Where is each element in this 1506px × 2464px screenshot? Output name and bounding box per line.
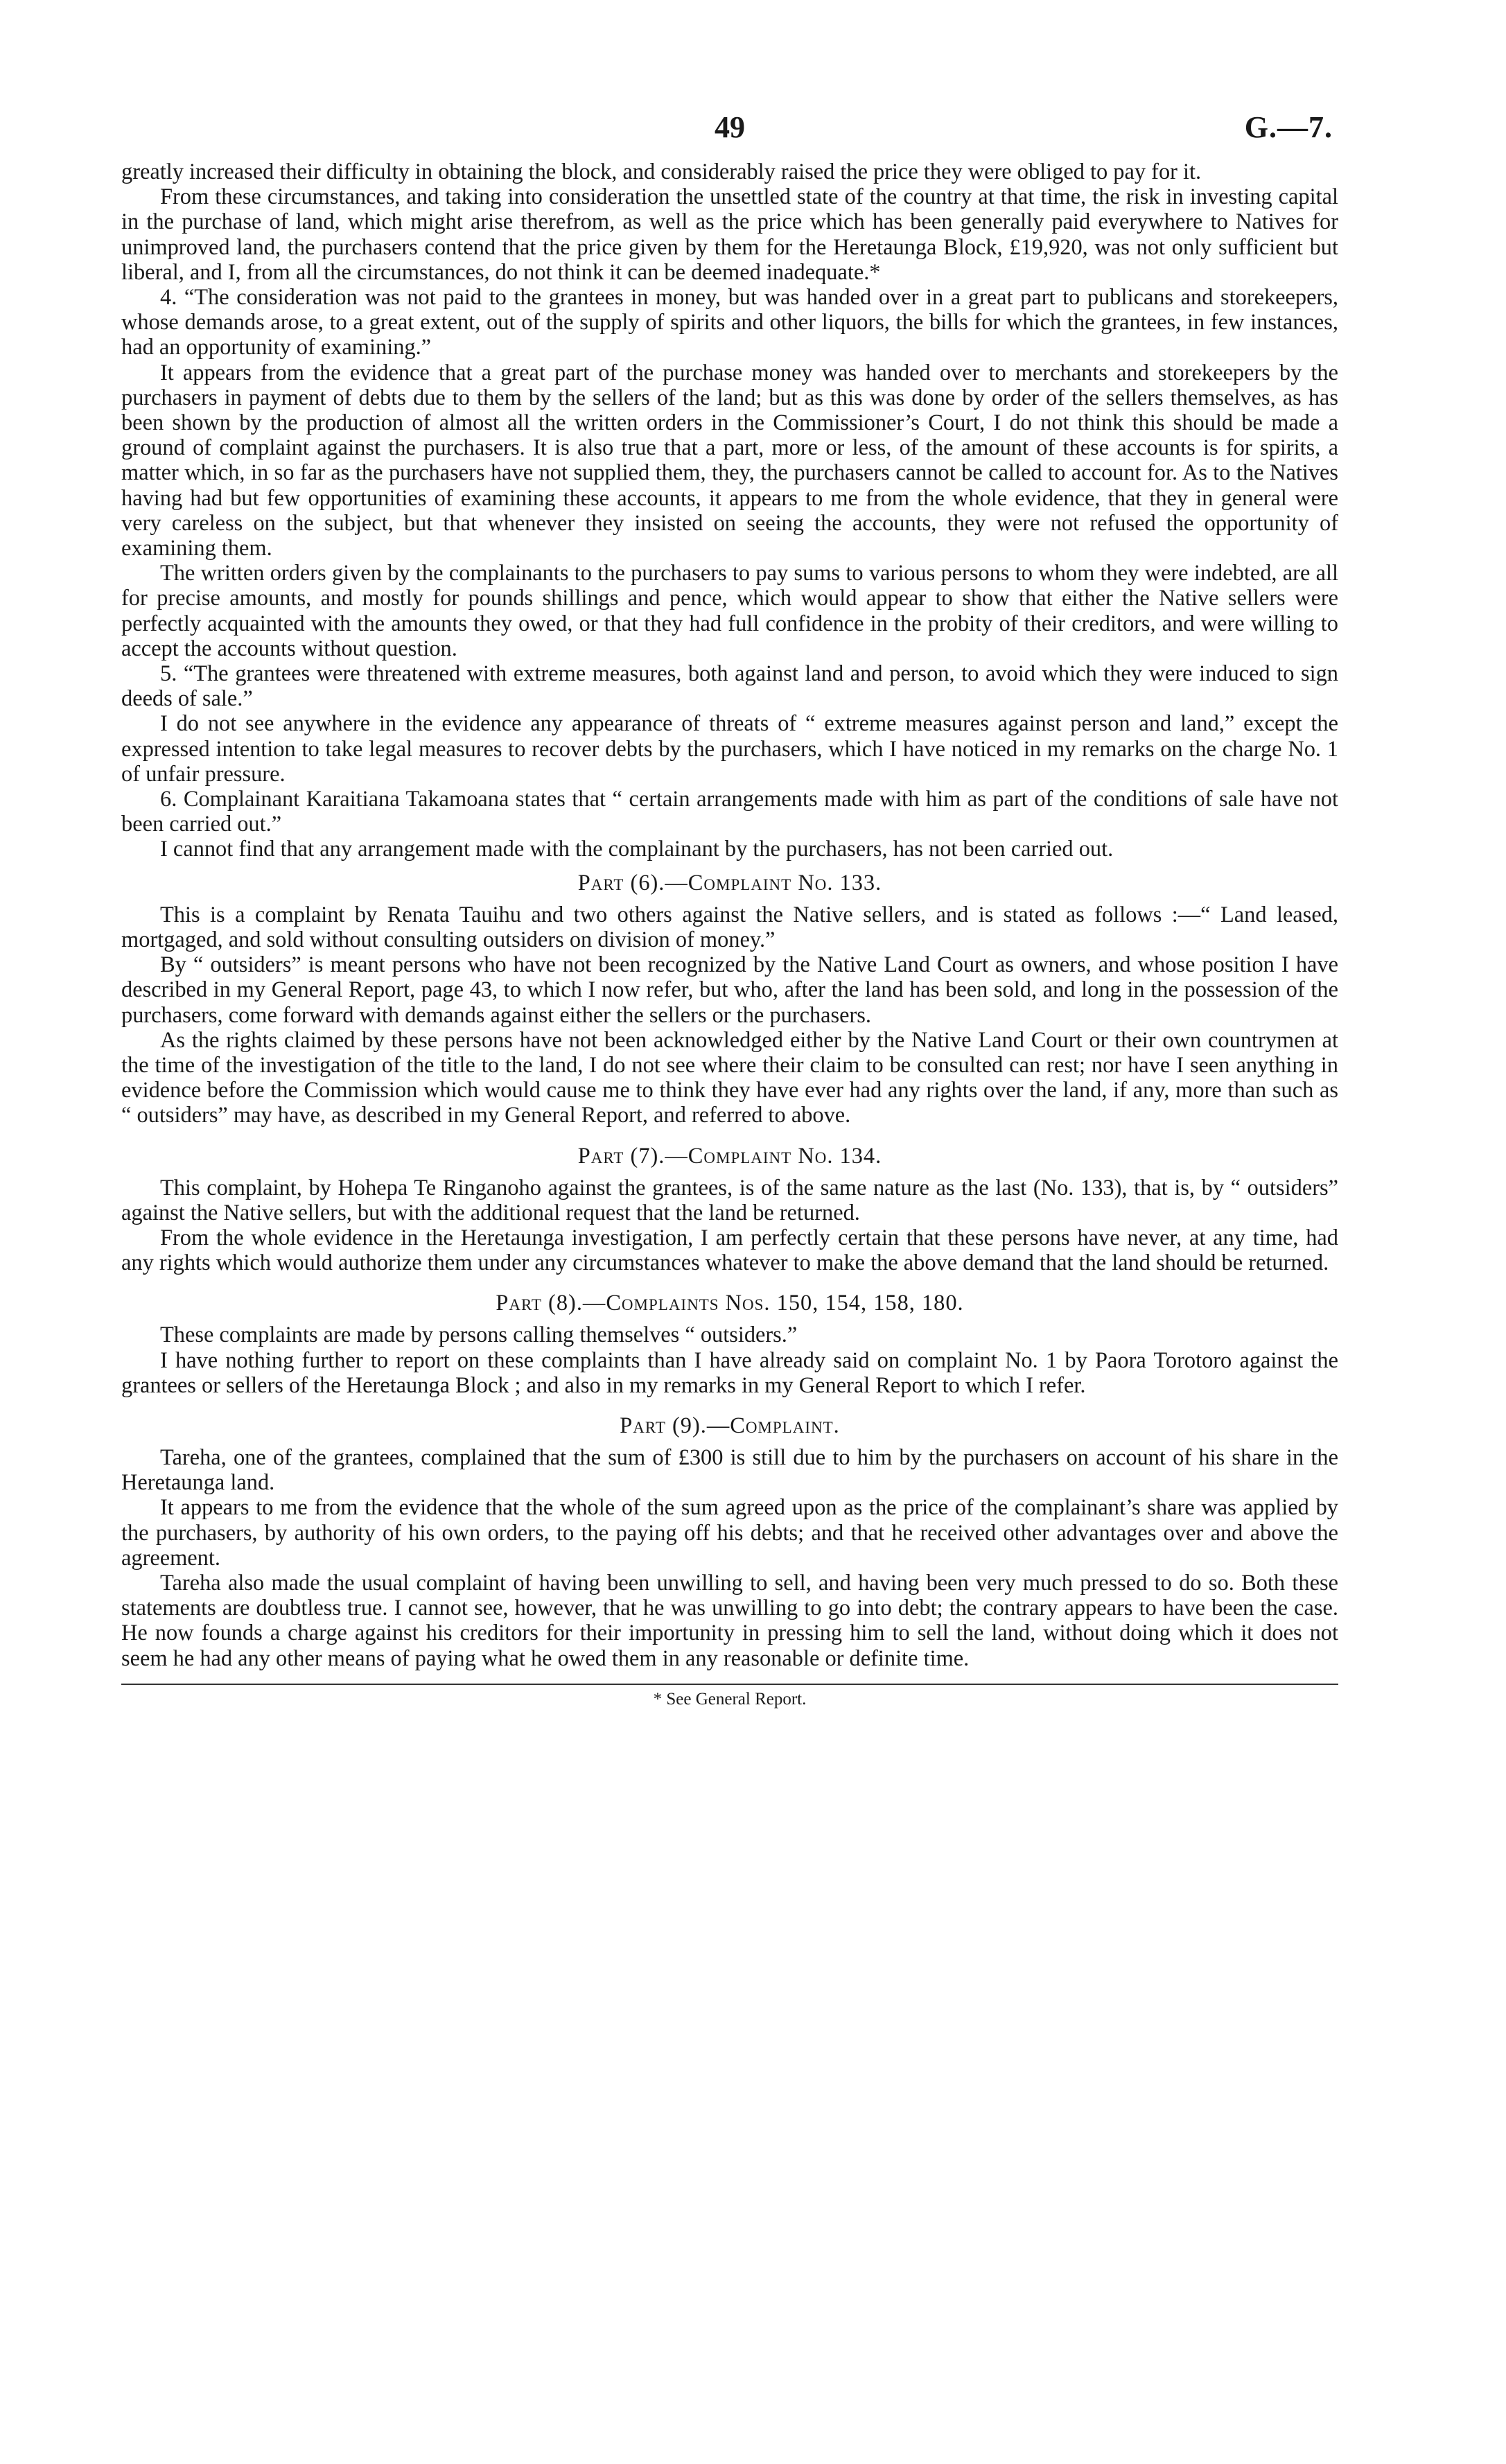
paragraph: 6. Complainant Karaitiana Takamoana states that “ certain arrangements made with him as part of the conditions of sale have not been carried out.”	[121, 787, 1338, 837]
page-number: 49	[715, 111, 745, 144]
paragraph: Tareha also made the usual complaint of having been unwilling to sell, and having been very much pressed to do so. Both these statements are doubtless true. I cannot see, however, that he was unwilling to go into debt; the contrary appears to have been the case. He now founds a charge against his creditors for their importunity in pressing him to sell the land, without doing which it does not seem he had any other means of paying what he owed them in any reasonable or definite time.	[121, 1570, 1338, 1671]
section-heading: Part (9).—Complaint.	[620, 1413, 840, 1438]
paragraph: greatly increased their difficulty in obtaining the block, and considerably raised the price they were obliged to pay for it.	[121, 159, 1202, 184]
paragraph: From the whole evidence in the Heretaunga investigation, I am perfectly certain that these persons have never, at any time, had any rights which would authorize them under any circumstances whatever to make the above demand that the land should be returned.	[121, 1225, 1338, 1276]
paragraph: Tareha, one of the grantees, complained that the sum of £300 is still due to him by the purchasers on account of his share in the Heretaunga land.	[121, 1444, 1338, 1496]
section-heading: Part (6).—Complaint No. 133.	[577, 870, 882, 895]
paragraph: 5. “The grantees were threatened with extreme measures, both against land and person, to avoid which they were induced to sign deeds of sale.”	[121, 661, 1338, 712]
paragraph: I do not see anywhere in the evidence any appearance of threats of “ extreme measures against person and land,” except the expressed intention to take legal measures to recover debts by the purchasers, which I have noticed in my remarks on the charge No. 1 of unfair pressure.	[121, 711, 1338, 787]
paragraph: 4. “The consideration was not paid to the grantees in money, but was handed over in a great part to publicans and storekeepers, whose demands arose, to a great extent, out of the supply of spirits and other liquors, the bills for which the grantees, in few instances, had an opportunity of examining.”	[121, 285, 1338, 360]
paragraph: It appears to me from the evidence that the whole of the sum agreed upon as the price of the complainant’s share was applied by the purchasers, by authority of his own orders, to the paying off his debts; and that he received other advantages over and above the agreement.	[121, 1495, 1338, 1571]
document-reference: G.—7.	[1244, 111, 1333, 144]
page-header	[121, 111, 1338, 159]
paragraph: These complaints are made by persons calling themselves “ outsiders.”	[160, 1322, 798, 1348]
paragraph: The written orders given by the complainants to the purchasers to pay sums to various persons to whom they were indebted, are all for precise amounts, and mostly for pounds shillings and pence, which would appear to show that either the Native sellers were perfectly acquainted with the amounts they owed, or that they had full confidence in the probity of their creditors, and were willing to accept the accounts without question.	[121, 561, 1338, 661]
section-heading: Part (7).—Complaint No. 134.	[577, 1143, 882, 1169]
paragraph: From these circumstances, and taking into consideration the unsettled state of the country at that time, the risk in investing capital in the purchase of land, which might arise therefrom, as well as the price which has been generally paid everywhere to Natives for unimproved land, the purchasers contend that the price given by them for the Heretaunga Block, £19,920, was not only sufficient but liberal, and I, from all the circumstances, do not think it can be deemed inadequate.*	[121, 184, 1338, 285]
paragraph: This complaint, by Hohepa Te Ringanoho against the grantees, is of the same nature as the last (No. 133), that is, by “ outsiders” against the Native sellers, but with the additional request that the land be returned.	[121, 1175, 1338, 1225]
footnote: * See General Report.	[653, 1689, 807, 1709]
document-page	[121, 111, 1338, 2412]
section-heading: Part (8).—Complaints Nos. 150, 154, 158, 180.	[496, 1291, 964, 1316]
paragraph: I cannot find that any arrangement made with the complainant by the purchasers, has not been carried out.	[160, 837, 1114, 862]
paragraph: As the rights claimed by these persons have not been acknowledged either by the Native Land Court or their own countrymen at the time of the investigation of the title to the land, I do not see where their claim to be consulted can rest; nor have I seen anything in evidence before the Commission which would cause me to think they have ever had any rights over the land, if any, more than such as “ outsiders” may have, as described in my General Report, and referred to above.	[121, 1027, 1338, 1128]
paragraph: I have nothing further to report on these complaints than I have already said on complaint No. 1 by Paora Torotoro against the grantees or sellers of the Heretaunga Block ; and also in my remarks in my General Report to which I refer.	[121, 1347, 1338, 1398]
footnote-divider	[121, 1684, 1338, 1685]
paragraph: It appears from the evidence that a great part of the purchase money was handed over to merchants and storekeepers by the purchasers in payment of debts due to them by the sellers of the land; but as this was done by order of the sellers themselves, as has been shown by the production of almost all the written orders in the Commissioner’s Court, I do not think this should be made a ground of complaint against the purchasers. It is also true that a part, more or less, of the amount of these accounts is for spirits, a matter which, in so far as the purchasers have not supplied them, they, the purchasers cannot be called to account for. As to the Natives having had but few opportunities of examining these accounts, it appears to me from the whole evidence, that they in general were very careless on the subject, but that whenever they insisted on seeing the accounts, they were not refused the opportunity of examining them.	[121, 360, 1338, 561]
paragraph: By “ outsiders” is meant persons who have not been recognized by the Native Land Court as owners, and whose position I have described in my General Report, page 43, to which I now refer, but who, after the land has been sold, and long in the possession of the purchasers, come forward with demands against either the sellers or the purchasers.	[121, 952, 1338, 1028]
paragraph: This is a complaint by Renata Tauihu and two others against the Native sellers, and is stated as follows :—“ Land leased, mortgaged, and sold without consulting outsiders on division of money.”	[121, 902, 1338, 952]
